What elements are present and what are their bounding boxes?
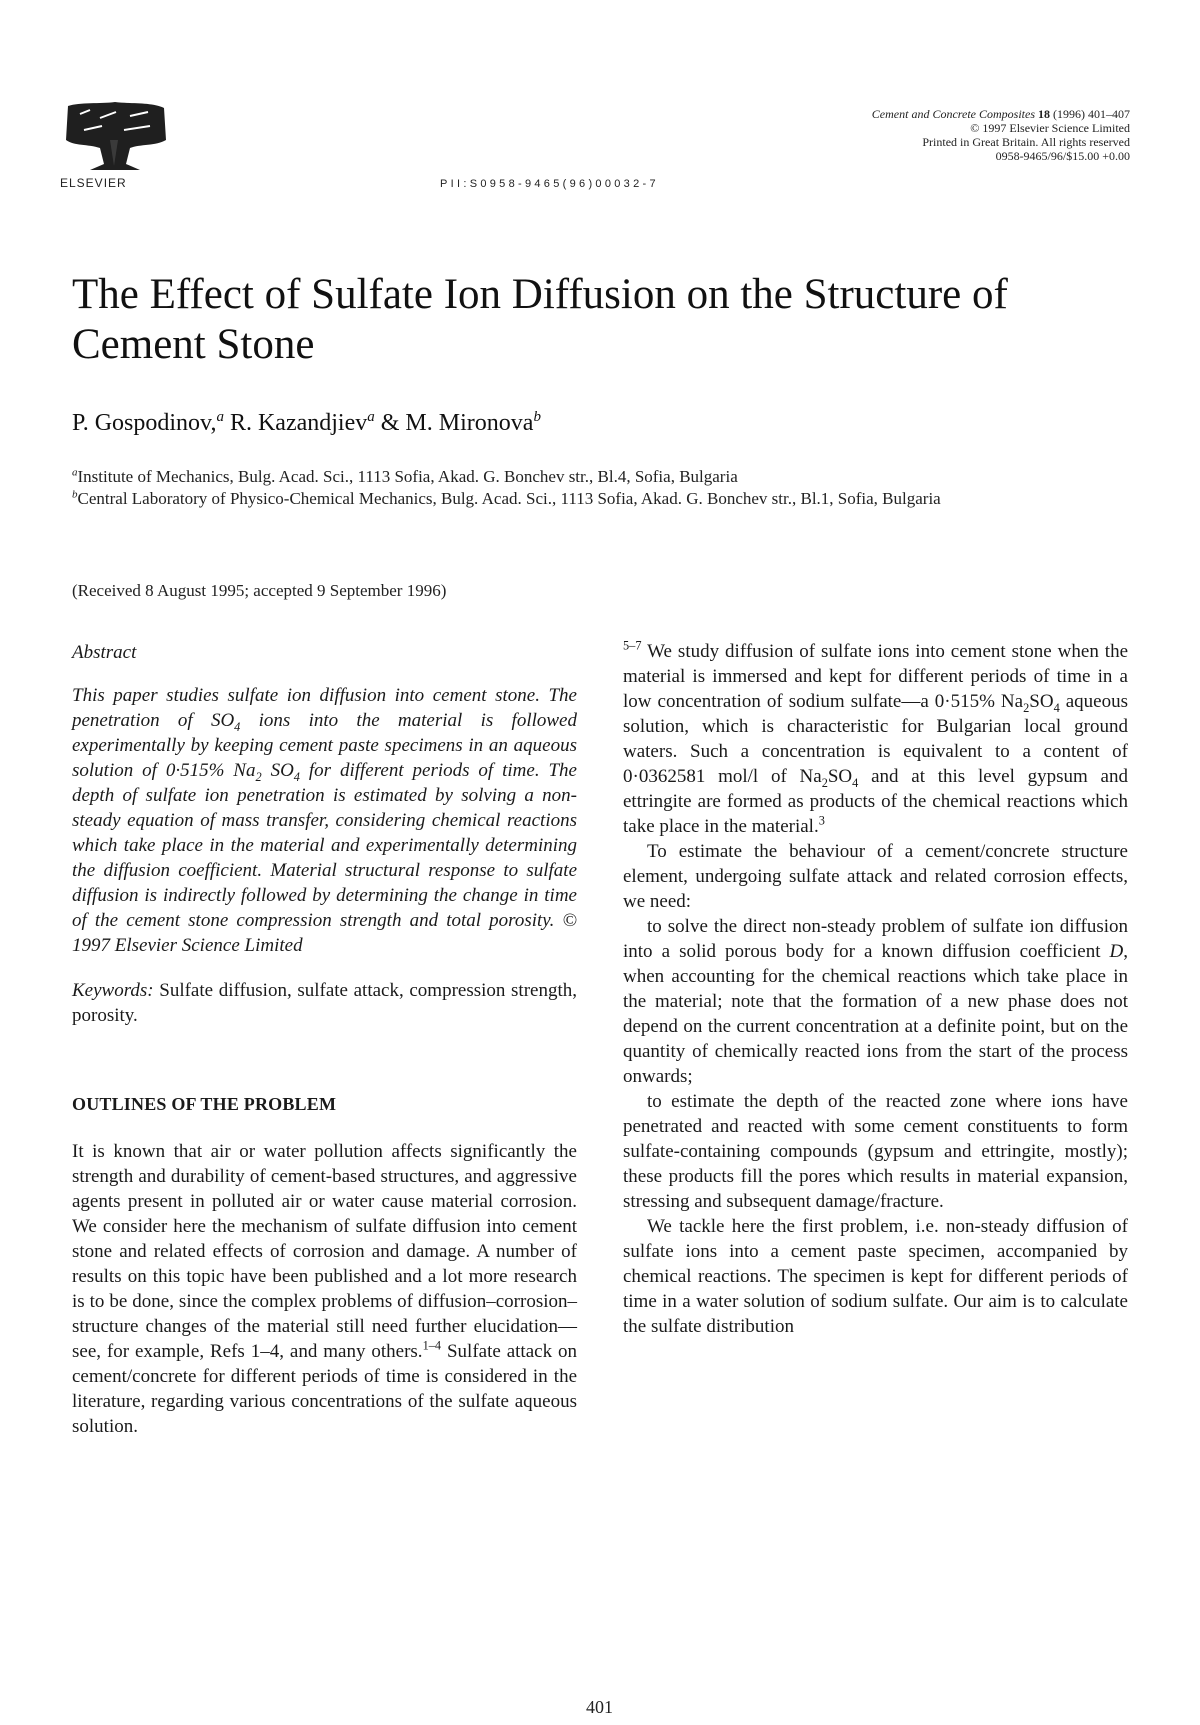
- affiliation-b: [72, 488, 1132, 510]
- paragraph-part: SO: [827, 766, 853, 787]
- keywords-label: Keywords:: [72, 980, 154, 1001]
- author-3: & M. Mironova: [374, 410, 534, 436]
- publisher-logo: [60, 100, 170, 190]
- list-item-part: to solve the direct non-steady problem of sulfate ion diffusion into a solid porous body for a known diffusion coefficient: [623, 916, 1128, 962]
- author-3-mark: b: [533, 409, 541, 425]
- affiliation-b-text: Central Laboratory of Physico-Chemical Mechanics, Bulg. Acad. Sci., 1113 Sofia, Akad. G. Bonchev str., Bl.1, Sofia, Bulgaria: [77, 489, 941, 508]
- affiliation-b-mark: b: [72, 488, 78, 501]
- left-column: [72, 640, 577, 1439]
- paragraph-part: We study diffusion of sulfate ions into cement stone when the material is immersed and kept for different periods of time in a low concentration of sodium sulfate—a 0·515% Na: [623, 641, 1128, 712]
- reference-marker: 3: [818, 813, 825, 828]
- subscript: 4: [1053, 700, 1060, 715]
- abstract-heading: Abstract: [72, 642, 137, 663]
- publisher-name: ELSEVIER: [60, 176, 127, 190]
- list-item-2: to estimate the depth of the reacted zone where ions have penetrated and reacted with some cement constituents to form sulfate-containing compounds (gypsum and ettringite, mostly); these products fill the pores which results in material expansion, stressing and subsequent damage/fracture.: [623, 1091, 1128, 1212]
- abstract-subscript: 4: [293, 769, 300, 784]
- reference-marker: 1–4: [422, 1338, 442, 1353]
- subscript: 4: [852, 775, 859, 790]
- affiliation-a-mark: a: [72, 466, 78, 479]
- reference-marker: 5–7: [623, 638, 642, 653]
- paragraph-part: SO: [1029, 691, 1054, 712]
- copyright-line: © 1997 Elsevier Science Limited: [970, 121, 1130, 135]
- author-1: P. Gospodinov,: [72, 410, 217, 436]
- journal-name: Cement and Concrete Composites: [871, 107, 1035, 121]
- affiliations: [72, 466, 1132, 510]
- section-paragraph-1: [72, 1139, 577, 1439]
- paragraph-part: Sulfate attack on cement/concrete for different periods of time is considered in the literature, regarding various concentrations of the sulfate aqueous solution.: [72, 1341, 577, 1437]
- journal-info: [872, 107, 1130, 163]
- printed-line: Printed in Great Britain. All rights reserved: [922, 135, 1130, 149]
- abstract-part: for different periods of time. The depth of sulfate ion penetration is estimated by solving a non-steady equation of mass transfer, considering chemical reactions which take place in the material and experimentally determining the diffusion coefficient. Material structural response to sulfate diffusion is indirectly followed by determining the change in time of the cement stone compression strength and total porosity. © 1997 Elsevier Science Limited: [72, 760, 577, 956]
- pii-code: PII:S0958-9465(96)00032-7: [440, 178, 659, 190]
- list-item-1: [623, 914, 1128, 1089]
- journal-volume: 18: [1038, 107, 1050, 121]
- section-paragraph-3: We tackle here the first problem, i.e. non-steady diffusion of sulfate ions into a cement paste specimen, accompanied by chemical reactions. The specimen is kept for different periods of time in a water solution of sodium sulfate. Our aim is to calculate the sulfate distribution: [623, 1216, 1128, 1337]
- variable: D: [1109, 941, 1124, 962]
- affiliation-a-text: Institute of Mechanics, Bulg. Acad. Sci., 1113 Sofia, Akad. G. Bonchev str., Bl.4, Sofia, Bulgaria: [77, 467, 738, 486]
- author-1-mark: a: [216, 409, 224, 425]
- abstract-subscript: 4: [234, 719, 241, 734]
- received-dates: (Received 8 August 1995; accepted 9 September 1996): [72, 581, 447, 600]
- author-2-mark: a: [367, 409, 375, 425]
- journal-citation: [872, 107, 1130, 121]
- keywords-list: Sulfate diffusion, sulfate attack, compression strength, porosity.: [72, 980, 577, 1026]
- journal-year-pages: (1996) 401–407: [1053, 107, 1130, 121]
- paragraph-part: and at this level gypsum and ettringite are formed as products of the chemical reactions which take place in the material.: [623, 766, 1128, 837]
- section-paragraph-2: To estimate the behaviour of a cement/concrete structure element, undergoing sulfate attack and related corrosion effects, we need:: [623, 841, 1128, 912]
- subscript: 2: [1023, 700, 1030, 715]
- section-paragraph-1-cont: [623, 639, 1128, 839]
- paragraph-part: aqueous solution, which is characteristic for Bulgarian local ground waters. Such a concentration is equivalent to a content of 0·0362581 mol/l of Na: [623, 691, 1128, 787]
- affiliation-a: [72, 466, 1132, 488]
- abstract-part: This paper studies sulfate ion diffusion into cement stone. The penetration of SO: [72, 685, 577, 731]
- elsevier-tree-icon: [60, 100, 170, 174]
- subscript: 2: [821, 775, 828, 790]
- abstract-text: [72, 683, 577, 958]
- issn-line: 0958-9465/96/$15.00 +0.00: [995, 149, 1130, 163]
- author-2: R. Kazandjiev: [223, 410, 368, 436]
- right-column: [623, 639, 1128, 1339]
- abstract-part: ions into the material is followed experimentally by keeping cement paste specimens in an aqueous solution of 0·515% Na: [72, 710, 577, 781]
- page-number: 401: [586, 1697, 613, 1717]
- section-heading: OUTLINES OF THE PROBLEM: [72, 1094, 337, 1114]
- abstract-subscript: 2: [255, 769, 262, 784]
- author-list: [72, 410, 541, 437]
- abstract-part: SO: [261, 760, 294, 781]
- paragraph-part: It is known that air or water pollution affects significantly the strength and durability of cement-based structures, and aggressive agents present in polluted air or water cause material corrosion. We consider here the mechanism of sulfate diffusion into cement stone and related effects of corrosion and damage. A number of results on this topic have been published and a lot more research is to be done, since the complex problems of diffusion–corrosion–structure changes of the material still need further elucidation—see, for example, Refs 1–4, and many others.: [72, 1141, 577, 1362]
- article-title: The Effect of Sulfate Ion Diffusion on the Structure of Cement Stone: [72, 271, 1008, 368]
- keywords: [72, 978, 577, 1028]
- list-item-part: , when accounting for the chemical reactions which take place in the material; note that the formation of a new phase does not depend on the current concentration at a definite point, but on the quantity of chemically reacted ions from the start of the process onwards;: [623, 941, 1128, 1087]
